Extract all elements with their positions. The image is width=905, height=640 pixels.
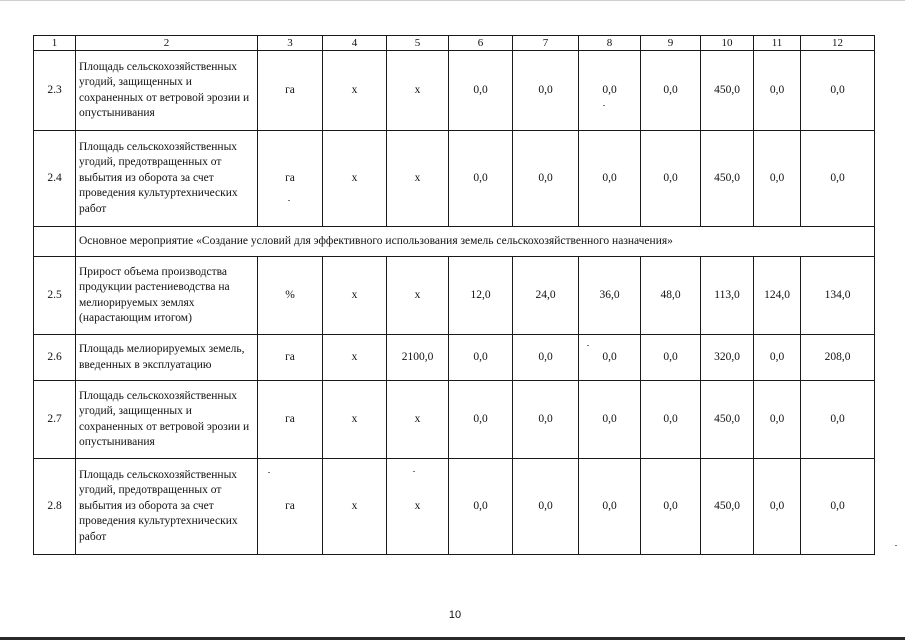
page-number: 10 <box>448 609 462 621</box>
value-col-4: х <box>323 131 387 227</box>
value-col-8: 0,0 <box>579 131 641 227</box>
row-number: 2.5 <box>34 257 76 335</box>
value-col-9: 0,0 <box>641 381 701 459</box>
value-col-7: 0,0 <box>513 51 579 131</box>
scan-speck <box>895 545 897 546</box>
row-number: 2.6 <box>34 335 76 381</box>
unit: га <box>258 459 323 555</box>
table-row <box>34 131 875 227</box>
value-col-8: 0,0 <box>579 51 641 131</box>
header-cell-6: 6 <box>449 36 513 51</box>
value-col-10: 450,0 <box>701 131 754 227</box>
value-col-8: 36,0 <box>579 257 641 335</box>
value-col-6: 12,0 <box>449 257 513 335</box>
value-col-7: 0,0 <box>513 131 579 227</box>
unit: га <box>258 335 323 381</box>
value-col-7: 0,0 <box>513 459 579 555</box>
header-cell-8: 8 <box>579 36 641 51</box>
header-cell-1: 1 <box>34 36 76 51</box>
unit: га <box>258 381 323 459</box>
value-col-8: 0,0 <box>579 335 641 381</box>
scan-speck <box>288 200 290 201</box>
indicator-name: Площадь мелиорируемых земель, введенных в эксплуатацию <box>76 335 258 381</box>
value-col-9: 0,0 <box>641 51 701 131</box>
value-col-7: 0,0 <box>513 335 579 381</box>
value-col-5: х <box>387 459 449 555</box>
header-cell-11: 11 <box>754 36 801 51</box>
header-cell-2: 2 <box>76 36 258 51</box>
row-number: 2.3 <box>34 51 76 131</box>
value-col-6: 0,0 <box>449 51 513 131</box>
value-col-12: 134,0 <box>801 257 875 335</box>
value-col-12: 0,0 <box>801 459 875 555</box>
row-number: 2.8 <box>34 459 76 555</box>
value-col-9: 0,0 <box>641 459 701 555</box>
value-col-7: 0,0 <box>513 381 579 459</box>
indicator-name: Площадь сельскохозяйственных угодий, защищенных и сохраненных от ветровой эрозии и опустынивания <box>76 51 258 131</box>
value-col-6: 0,0 <box>449 131 513 227</box>
value-col-11: 0,0 <box>754 459 801 555</box>
section-title: Основное мероприятие «Создание условий для эффективного использования земель сельскохозяйственного назначения» <box>76 227 875 257</box>
value-col-5: х <box>387 381 449 459</box>
indicator-name: Прирост объема производства продукции растениеводства на мелиорируемых землях (нарастающим итогом) <box>76 257 258 335</box>
scan-speck <box>268 472 270 473</box>
value-col-11: 0,0 <box>754 381 801 459</box>
value-col-8: 0,0 <box>579 381 641 459</box>
row-number: 2.4 <box>34 131 76 227</box>
table-row <box>34 335 875 381</box>
value-col-10: 450,0 <box>701 459 754 555</box>
scan-speck <box>587 345 589 346</box>
unit: % <box>258 257 323 335</box>
value-col-4: х <box>323 335 387 381</box>
unit: га <box>258 131 323 227</box>
value-col-12: 208,0 <box>801 335 875 381</box>
header-row <box>34 36 875 51</box>
value-col-10: 113,0 <box>701 257 754 335</box>
header-cell-4: 4 <box>323 36 387 51</box>
value-col-12: 0,0 <box>801 381 875 459</box>
table-body <box>34 36 875 555</box>
section-row <box>34 227 875 257</box>
header-cell-3: 3 <box>258 36 323 51</box>
header-cell-10: 10 <box>701 36 754 51</box>
header-cell-9: 9 <box>641 36 701 51</box>
value-col-9: 48,0 <box>641 257 701 335</box>
table-row <box>34 381 875 459</box>
value-col-7: 24,0 <box>513 257 579 335</box>
value-col-4: х <box>323 381 387 459</box>
table-row <box>34 459 875 555</box>
header-cell-7: 7 <box>513 36 579 51</box>
value-col-12: 0,0 <box>801 51 875 131</box>
value-col-11: 0,0 <box>754 51 801 131</box>
value-col-10: 450,0 <box>701 381 754 459</box>
header-cell-12: 12 <box>801 36 875 51</box>
value-col-5: х <box>387 51 449 131</box>
value-col-9: 0,0 <box>641 335 701 381</box>
value-col-4: х <box>323 257 387 335</box>
value-col-9: 0,0 <box>641 131 701 227</box>
value-col-6: 0,0 <box>449 459 513 555</box>
value-col-12: 0,0 <box>801 131 875 227</box>
value-col-11: 0,0 <box>754 131 801 227</box>
value-col-10: 320,0 <box>701 335 754 381</box>
indicator-name: Площадь сельскохозяйственных угодий, предотвращенных от выбытия из оборота за счет проведения культуртехнических работ <box>76 459 258 555</box>
value-col-4: х <box>323 51 387 131</box>
value-col-5: х <box>387 257 449 335</box>
unit: га <box>258 51 323 131</box>
value-col-6: 0,0 <box>449 381 513 459</box>
value-col-6: 0,0 <box>449 335 513 381</box>
scan-edge-top <box>0 0 905 1</box>
scan-speck <box>413 471 415 472</box>
value-col-11: 124,0 <box>754 257 801 335</box>
table-row <box>34 257 875 335</box>
indicator-name: Площадь сельскохозяйственных угодий, защищенных и сохраненных от ветровой эрозии и опустынивания <box>76 381 258 459</box>
value-col-8: 0,0 <box>579 459 641 555</box>
scan-speck <box>603 105 605 106</box>
indicator-name: Площадь сельскохозяйственных угодий, предотвращенных от выбытия из оборота за счет проведения культуртехнических работ <box>76 131 258 227</box>
header-cell-5: 5 <box>387 36 449 51</box>
value-col-10: 450,0 <box>701 51 754 131</box>
value-col-4: х <box>323 459 387 555</box>
value-col-11: 0,0 <box>754 335 801 381</box>
row-number: 2.7 <box>34 381 76 459</box>
indicators-table <box>33 35 875 555</box>
value-col-5: х <box>387 131 449 227</box>
value-col-5: 2100,0 <box>387 335 449 381</box>
table-row <box>34 51 875 131</box>
section-number-cell <box>34 227 76 257</box>
